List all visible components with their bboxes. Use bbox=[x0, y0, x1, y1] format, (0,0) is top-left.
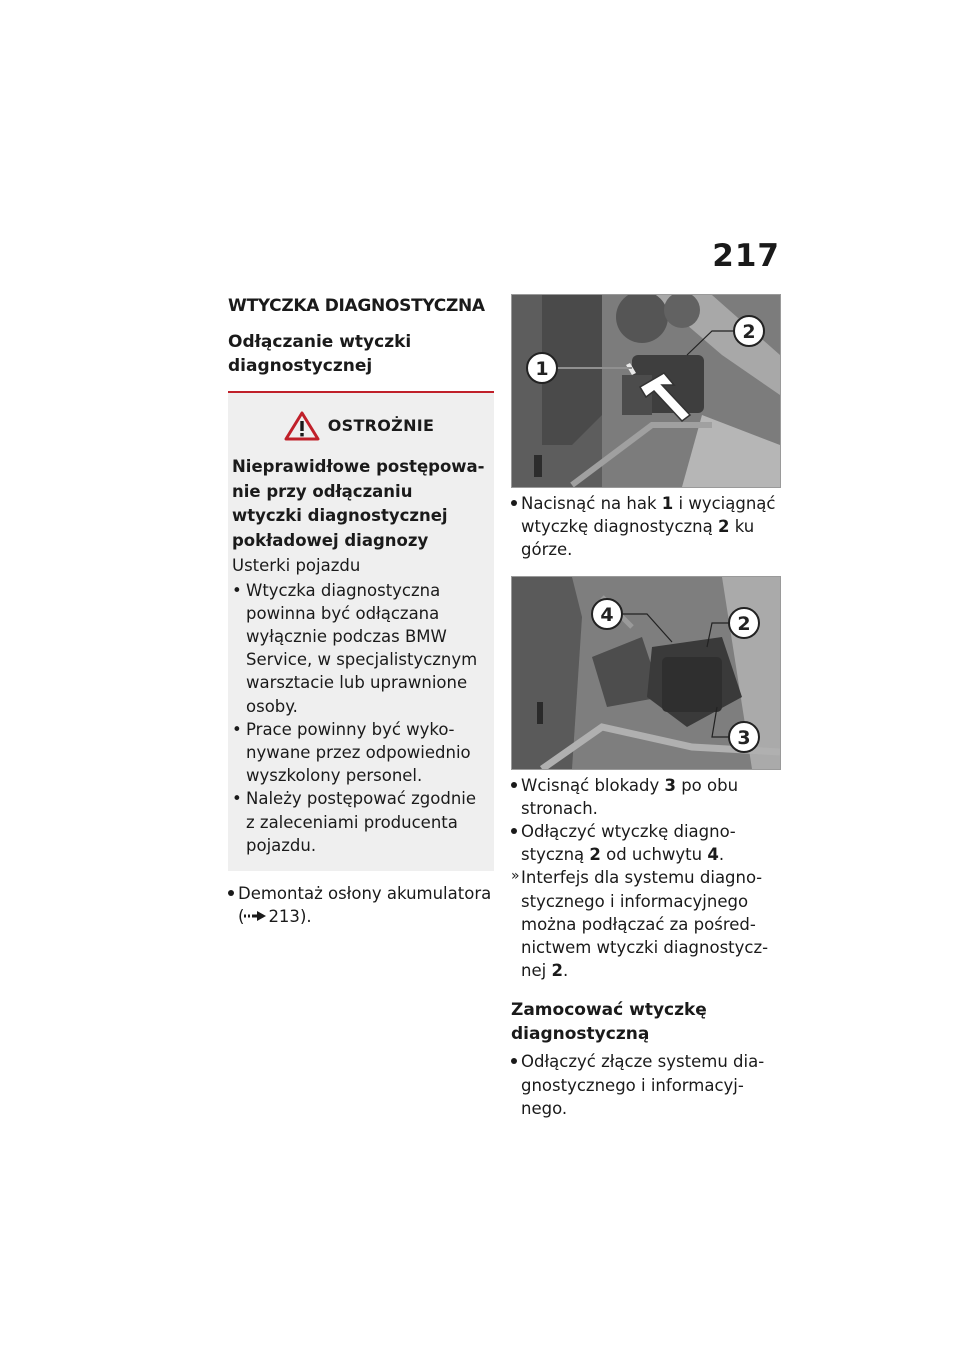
warning-triangle-icon bbox=[284, 411, 320, 441]
right-step-list-2 bbox=[511, 774, 781, 983]
subsection-title: Odłączanie wtyczki diagnostycznej bbox=[228, 332, 412, 376]
figure-callout: 2 bbox=[742, 321, 756, 343]
warning-bullet-list bbox=[232, 579, 486, 857]
page-reference[interactable] bbox=[238, 907, 312, 926]
ref-paren: ). bbox=[299, 907, 312, 927]
right-column bbox=[511, 294, 781, 1120]
subsection-title-2: Zamocować wtyczkę diagnostyczną bbox=[511, 1000, 707, 1045]
warning-bullet: • Prace powinny być wykonywane przez odpowiednio wyszkolony personel. bbox=[232, 718, 486, 788]
photo-illustration bbox=[512, 577, 780, 769]
figure-callout: 4 bbox=[600, 603, 614, 626]
warning-header bbox=[232, 411, 486, 441]
section-title: WTYCZKA DIAGNOSTYCZNA bbox=[228, 296, 485, 316]
figure-lock-and-holder bbox=[511, 576, 781, 770]
figure-hook-diagnostic-plug bbox=[511, 294, 781, 488]
figure-callout: 1 bbox=[535, 358, 549, 380]
figure-callout: 3 bbox=[737, 726, 751, 749]
photo-illustration bbox=[512, 295, 780, 487]
step-item: Odłączyć wtyczkę diagnostyczną 2 od uchwytu 4. bbox=[511, 820, 781, 866]
page-number: 217 bbox=[712, 238, 780, 274]
step-item: Nacisnąć na hak 1 i wyciągnąć wtyczkę diagnostyczną 2 ku górze. bbox=[511, 492, 781, 562]
warning-box bbox=[228, 393, 494, 871]
right-step-list-3 bbox=[511, 1050, 781, 1120]
page-ref-arrow-icon bbox=[244, 911, 268, 921]
warning-bullet: • Wtyczka diagnostyczna powinna być odłączana wyłącznie podczas BMW Service, w specjalistycznym warsztacie lub uprawnione osoby. bbox=[232, 579, 486, 718]
figure-callout: 2 bbox=[737, 612, 751, 635]
step-item bbox=[228, 882, 494, 928]
ref-paren: ( bbox=[238, 907, 245, 927]
step-text: Demontaż osłony akumulatora bbox=[238, 884, 492, 904]
warning-label: OSTROŻNIE bbox=[327, 416, 435, 436]
left-step-list bbox=[228, 882, 494, 928]
result-item: » Interfejs dla systemu diagnostycznego i informacyjnego można podłączać za pośrednictwem wtyczki diagnostycznej 2. bbox=[511, 866, 781, 982]
warning-subtitle: Usterki pojazdu bbox=[232, 556, 361, 576]
left-column bbox=[228, 296, 494, 928]
step-item: Wcisnąć blokady 3 po obu stronach. bbox=[511, 774, 781, 820]
warning-bullet: • Należy postępować zgodnie z zaleceniami producenta pojazdu. bbox=[232, 787, 486, 857]
page-ref-number: 213 bbox=[268, 907, 300, 927]
warning-title: Nieprawidłowe postępowanie przy odłączaniu wtyczki diagnostycznej pokładowej diagnozy bbox=[232, 457, 485, 550]
step-item: Odłączyć złącze systemu diagnostycznego i informacyjnego. bbox=[511, 1050, 781, 1120]
right-step-list-1 bbox=[511, 492, 781, 562]
